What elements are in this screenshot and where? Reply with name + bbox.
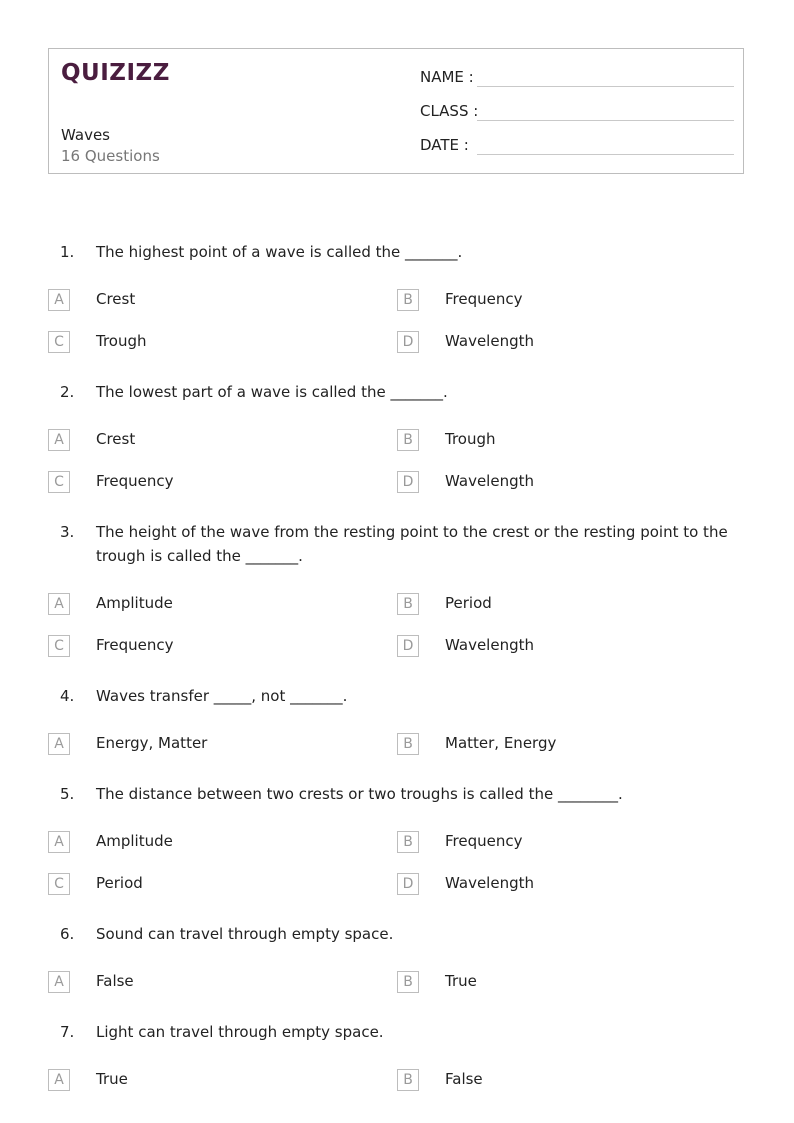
- option-text: False: [96, 972, 134, 990]
- option-letter-box: A: [48, 733, 70, 755]
- option-letter-box: A: [48, 831, 70, 853]
- question-text: Sound can travel through empty space.: [96, 925, 394, 943]
- option-letter-box: B: [397, 971, 419, 993]
- option-text: Energy, Matter: [96, 734, 208, 752]
- option-text: Amplitude: [96, 594, 173, 612]
- question-text: The highest point of a wave is called the _______.: [96, 243, 463, 261]
- name-line[interactable]: [477, 86, 734, 87]
- option-text: Wavelength: [445, 332, 534, 350]
- question-number: 1.: [60, 243, 75, 261]
- worksheet-header: [48, 48, 744, 174]
- option-letter-box: D: [397, 331, 419, 353]
- option-letter-box: C: [48, 635, 70, 657]
- option-text: Amplitude: [96, 832, 173, 850]
- option-text: Crest: [96, 290, 136, 308]
- option-text: Matter, Energy: [445, 734, 557, 752]
- date-label: DATE :: [420, 136, 469, 154]
- option-letter-box: C: [48, 873, 70, 895]
- option-letter-box: A: [48, 593, 70, 615]
- class-field[interactable]: [420, 100, 734, 124]
- date-line[interactable]: [477, 154, 734, 155]
- question-number: 7.: [60, 1023, 75, 1041]
- option-text: Frequency: [96, 472, 174, 490]
- option-letter-box: C: [48, 471, 70, 493]
- option-letter-box: A: [48, 971, 70, 993]
- class-label: CLASS :: [420, 102, 479, 120]
- question-number: 3.: [60, 523, 75, 541]
- option-text: Frequency: [445, 832, 523, 850]
- question-number: 6.: [60, 925, 75, 943]
- option-letter-box: B: [397, 289, 419, 311]
- option-text: False: [445, 1070, 483, 1088]
- option-letter-box: D: [397, 635, 419, 657]
- option-text: Wavelength: [445, 874, 534, 892]
- question-number: 4.: [60, 687, 75, 705]
- option-text: True: [445, 972, 477, 990]
- quizizz-logo: QUIZIZZ: [61, 60, 170, 86]
- option-letter-box: A: [48, 289, 70, 311]
- date-field[interactable]: [420, 134, 734, 158]
- option-text: Wavelength: [445, 636, 534, 654]
- option-text: Wavelength: [445, 472, 534, 490]
- worksheet-title: Waves: [61, 126, 110, 144]
- option-text: True: [96, 1070, 128, 1088]
- option-letter-box: C: [48, 331, 70, 353]
- option-text: Crest: [96, 430, 136, 448]
- class-line[interactable]: [477, 120, 734, 121]
- question-number: 2.: [60, 383, 75, 401]
- option-letter-box: D: [397, 471, 419, 493]
- option-text: Trough: [445, 430, 496, 448]
- option-text: Period: [96, 874, 143, 892]
- name-field[interactable]: [420, 66, 734, 90]
- option-letter-box: A: [48, 1069, 70, 1091]
- option-letter-box: B: [397, 1069, 419, 1091]
- question-count: 16 Questions: [61, 147, 160, 165]
- option-letter-box: A: [48, 429, 70, 451]
- option-letter-box: B: [397, 733, 419, 755]
- question-text: Light can travel through empty space.: [96, 1023, 384, 1041]
- question-number: 5.: [60, 785, 75, 803]
- option-text: Frequency: [96, 636, 174, 654]
- option-letter-box: B: [397, 429, 419, 451]
- question-text: The lowest part of a wave is called the _______.: [96, 383, 448, 401]
- option-text: Period: [445, 594, 492, 612]
- question-text: The height of the wave from the resting point to the crest or the resting point to the trough is called the _______.: [96, 523, 728, 565]
- option-letter-box: D: [397, 873, 419, 895]
- option-text: Trough: [96, 332, 147, 350]
- option-letter-box: B: [397, 831, 419, 853]
- option-letter-box: B: [397, 593, 419, 615]
- option-text: Frequency: [445, 290, 523, 308]
- name-label: NAME :: [420, 68, 474, 86]
- question-text: The distance between two crests or two troughs is called the ________.: [96, 785, 623, 803]
- question-text: Waves transfer _____, not _______.: [96, 687, 348, 705]
